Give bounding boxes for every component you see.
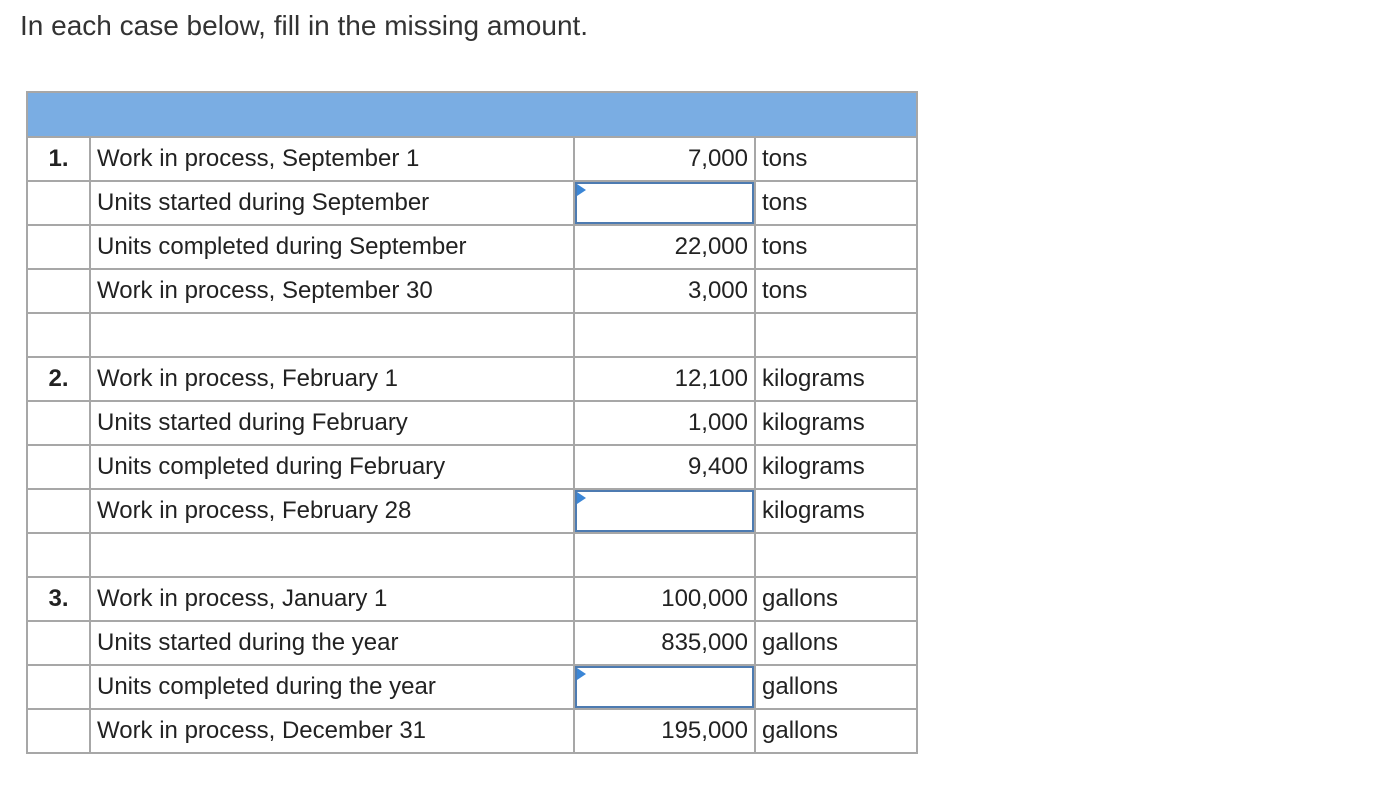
row-unit: gallons [755, 621, 917, 665]
row-label: Units completed during February [90, 445, 574, 489]
case-number: 2. [27, 357, 90, 401]
row-amount: 100,000 [574, 577, 755, 621]
row-label: Work in process, February 1 [90, 357, 574, 401]
table-row [27, 401, 917, 445]
units-completed-year-input[interactable] [575, 666, 754, 708]
case-number: 1. [27, 137, 90, 181]
table-row [27, 225, 917, 269]
table-row [27, 709, 917, 753]
row-label: Work in process, December 31 [90, 709, 574, 753]
table-row [27, 489, 917, 533]
case-number-empty [27, 181, 90, 225]
case-number-empty [27, 621, 90, 665]
table-row [27, 577, 917, 621]
row-amount: 9,400 [574, 445, 755, 489]
case-number-empty [27, 709, 90, 753]
row-unit: kilograms [755, 357, 917, 401]
row-unit: tons [755, 269, 917, 313]
case-number-empty [27, 665, 90, 709]
table-row [27, 269, 917, 313]
row-label: Units completed during September [90, 225, 574, 269]
spacer-cell [27, 533, 90, 577]
row-unit: gallons [755, 577, 917, 621]
row-label: Work in process, September 30 [90, 269, 574, 313]
table-row [27, 445, 917, 489]
spacer-cell [574, 313, 755, 357]
instruction-text: In each case below, fill in the missing amount. [20, 10, 589, 41]
row-unit: kilograms [755, 401, 917, 445]
row-unit: kilograms [755, 489, 917, 533]
units-started-september-input[interactable] [575, 182, 754, 224]
case-number-empty [27, 269, 90, 313]
row-unit: kilograms [755, 445, 917, 489]
case-number-empty [27, 401, 90, 445]
case-number-empty [27, 489, 90, 533]
spacer-cell [755, 313, 917, 357]
table-row [27, 665, 917, 709]
row-label: Work in process, January 1 [90, 577, 574, 621]
row-amount: 3,000 [574, 269, 755, 313]
table-row [27, 137, 917, 181]
spacer-cell [755, 533, 917, 577]
table-header-row [27, 92, 917, 137]
row-amount: 1,000 [574, 401, 755, 445]
spacer-row [27, 313, 917, 357]
case-number-empty [27, 445, 90, 489]
spacer-cell [27, 313, 90, 357]
row-unit: gallons [755, 709, 917, 753]
row-unit: tons [755, 225, 917, 269]
row-unit: tons [755, 181, 917, 225]
row-amount: 7,000 [574, 137, 755, 181]
table-row [27, 181, 917, 225]
spacer-cell [574, 533, 755, 577]
row-amount: 12,100 [574, 357, 755, 401]
spacer-cell [90, 313, 574, 357]
answer-cell [574, 489, 755, 533]
row-label: Units started during September [90, 181, 574, 225]
answer-cell [574, 665, 755, 709]
row-label: Units started during the year [90, 621, 574, 665]
missing-amounts-table [26, 91, 918, 754]
row-amount: 835,000 [574, 621, 755, 665]
work-in-process-february-28-input[interactable] [575, 490, 754, 532]
row-amount: 195,000 [574, 709, 755, 753]
table-header-cell [27, 92, 917, 137]
spacer-cell [90, 533, 574, 577]
table-row [27, 621, 917, 665]
row-label: Units completed during the year [90, 665, 574, 709]
row-unit: tons [755, 137, 917, 181]
case-number-empty [27, 225, 90, 269]
row-unit: gallons [755, 665, 917, 709]
answer-cell [574, 181, 755, 225]
spacer-row [27, 533, 917, 577]
row-label: Work in process, February 28 [90, 489, 574, 533]
case-number: 3. [27, 577, 90, 621]
table-row [27, 357, 917, 401]
row-amount: 22,000 [574, 225, 755, 269]
row-label: Units started during February [90, 401, 574, 445]
row-label: Work in process, September 1 [90, 137, 574, 181]
